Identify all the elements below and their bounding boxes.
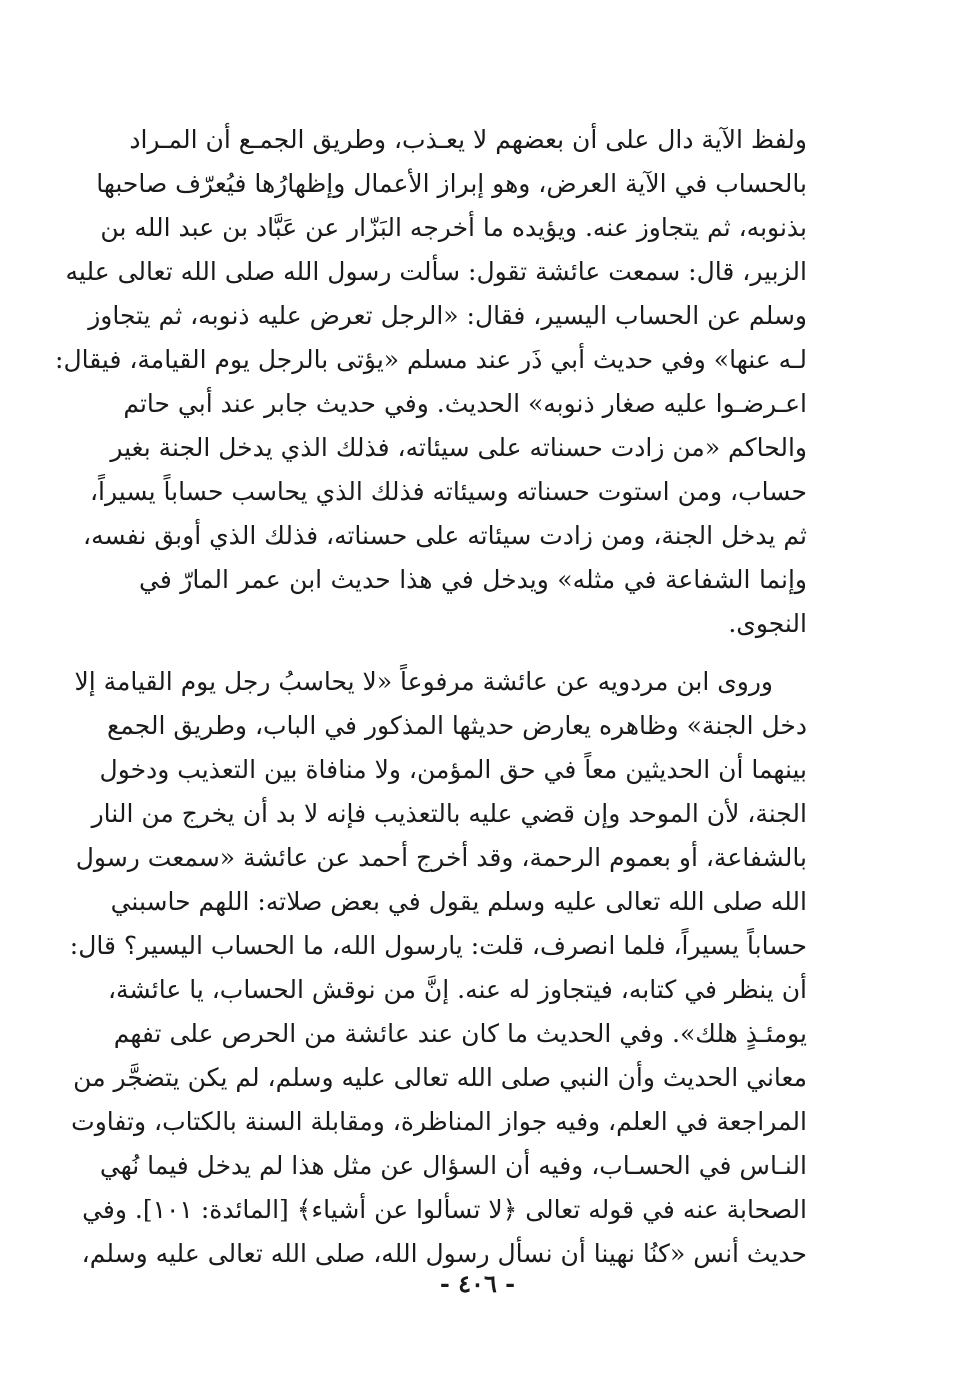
page-number: - ٤٠٦ - bbox=[439, 1269, 516, 1298]
text-line: اعـرضـوا عليه صغار ذنوبه» الحديث. وفي حديث جابر عند أبي حاتم bbox=[123, 389, 807, 418]
text-line: بالشفاعة، أو بعموم الرحمة، وقد أخرج أحمد عن عائشة «سمعت رسول bbox=[75, 843, 807, 872]
text-line: لـه عنها» وفي حديث أبي ذَر عند مسلم «يؤتى بالرجل يوم القيامة، فيقال: bbox=[55, 345, 807, 374]
text-line: ثم يدخل الجنة، ومن زادت سيئاته على حسناته، فذلك الذي أوبق نفسه، bbox=[83, 521, 807, 550]
text-line: دخل الجنة» وظاهره يعارض حديثها المذكور في الباب، وطريق الجمع bbox=[107, 711, 807, 740]
text-line: والحاكم «من زادت حسناته على سيئاته، فذلك الذي يدخل الجنة بغير bbox=[110, 433, 807, 462]
text-line: الصحابة عنه في قوله تعالى ﴿لا تسألوا عن أشياء﴾ [المائدة: ١٠١]. وفي bbox=[82, 1195, 807, 1224]
text-line: بذنوبه، ثم يتجاوز عنه. ويؤيده ما أخرجه البَزّار عن عَبَّاد بن عبد الله بن bbox=[100, 213, 807, 242]
text-line: النـاس في الحسـاب، وفيه أن السؤال عن مثل هذا لم يدخل فيما نُهي bbox=[99, 1151, 807, 1180]
text-line: بالحساب في الآية العرض، وهو إبراز الأعمال وإظهارُها فيُعرّف صاحبها bbox=[96, 169, 807, 198]
text-line: وإنما الشفاعة في مثله» ويدخل في هذا حديث ابن عمر المارّ في bbox=[139, 565, 807, 594]
text-line: ولفظ الآية دال على أن بعضهم لا يعـذب، وطريق الجمـع أن المـراد bbox=[129, 125, 807, 154]
paragraph-1 bbox=[55, 118, 807, 646]
text-line: الله صلى الله تعالى عليه وسلم يقول في بعض صلاته: اللهم حاسبني bbox=[110, 887, 807, 916]
text-line: حساب، ومن استوت حسناته وسيئاته فذلك الذي يحاسب حساباً يسيراً، bbox=[89, 477, 807, 506]
paragraph-2 bbox=[69, 660, 807, 1276]
text-line: معاني الحديث وأن النبي صلى الله تعالى عليه وسلم، لم يكن يتضجَّر من bbox=[73, 1063, 807, 1092]
text-line: الزبير، قال: سمعت عائشة تقول: سألت رسول الله صلى الله تعالى عليه bbox=[65, 257, 807, 286]
text-line: حساباً يسيراً، فلما انصرف، قلت: يارسول الله، ما الحساب اليسير؟ قال: bbox=[69, 931, 807, 960]
text-line: يومئـذٍ هلك». وفي الحديث ما كان عند عائشة من الحرص على تفهم bbox=[113, 1019, 807, 1048]
text-line: المراجعة في العلم، وفيه جواز المناظرة، ومقابلة السنة بالكتاب، وتفاوت bbox=[71, 1107, 807, 1136]
text-line: حديث أنس «كنُا نهينا أن نسأل رسول الله، صلى الله تعالى عليه وسلم، bbox=[81, 1239, 807, 1268]
text-line: الجنة، لأن الموحد وإن قضي عليه بالتعذيب فإنه لا بد أن يخرج من النار bbox=[91, 799, 807, 828]
text-line: وسلم عن الحساب اليسير، فقال: «الرجل تعرض عليه ذنوبه، ثم يتجاوز bbox=[88, 301, 807, 330]
text-line: بينهما أن الحديثين معاً في حق المؤمن، ولا منافاة بين التعذيب ودخول bbox=[99, 755, 807, 784]
text-line: أن ينظر في كتابه، فيتجاوز له عنه. إنَّ من نوقش الحساب، يا عائشة، bbox=[107, 975, 807, 1004]
text-line: النجوى. bbox=[728, 609, 807, 638]
text-line: وروى ابن مردويه عن عائشة مرفوعاً «لا يحاسبُ رجل يوم القيامة إلا bbox=[74, 667, 773, 696]
